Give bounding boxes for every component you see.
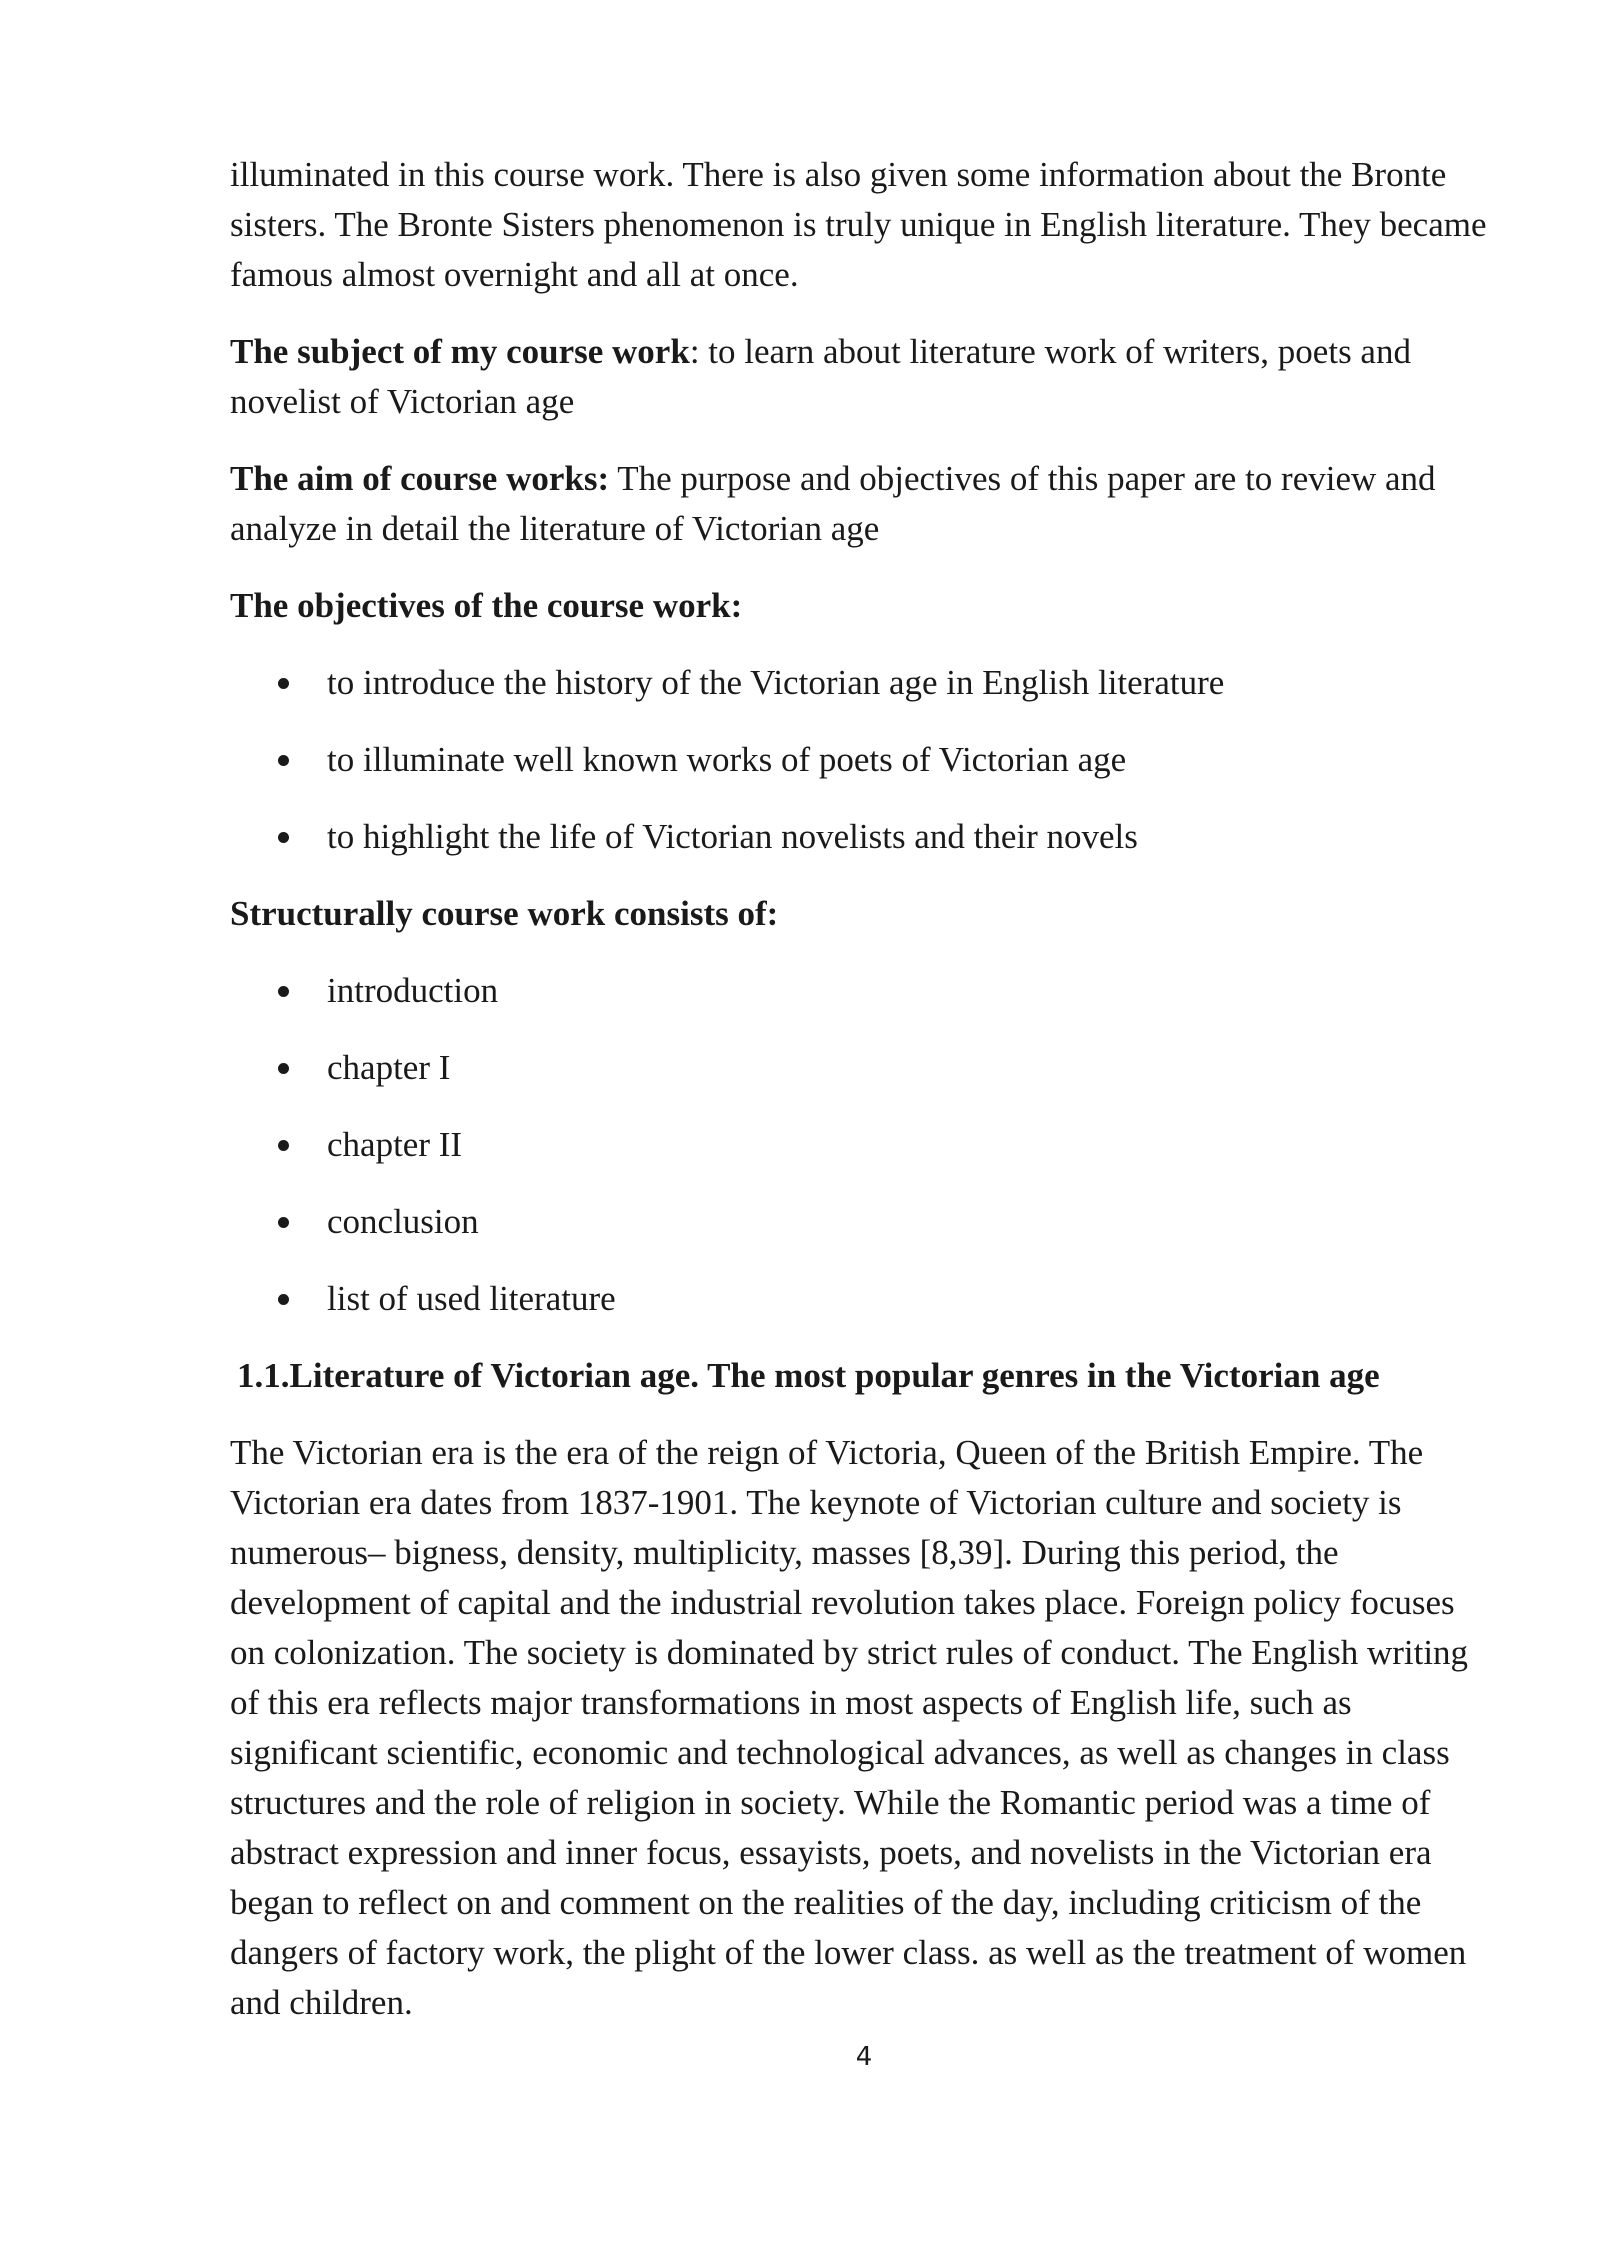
list-item [230, 658, 1492, 708]
list-item [230, 966, 1492, 1016]
list-item [230, 735, 1492, 785]
subject-text: : to learn about literature work of writers, poets and novelist of Victorian age [230, 332, 1411, 421]
list-item [230, 1043, 1492, 1093]
list-item-text: to introduce the history of the Victorian age in English literature [327, 663, 1225, 702]
list-item-text: conclusion [327, 1202, 479, 1241]
bullet-icon [278, 1294, 289, 1305]
aim-text: The purpose and objectives of this paper are to review and analyze in detail the literature of Victorian age [230, 459, 1436, 548]
list-item-text: chapter II [327, 1125, 463, 1164]
section-heading: 1.1.Literature of Victorian age. The most popular genres in the Victorian age [237, 1356, 1380, 1395]
structure-heading: Structurally course work consists of: [230, 894, 779, 933]
document-page [230, 150, 1492, 2028]
aim-paragraph [230, 454, 1492, 554]
bullet-icon [278, 1140, 289, 1151]
bullet-icon [278, 986, 289, 997]
list-item-text: to highlight the life of Victorian novelists and their novels [327, 817, 1138, 856]
bullet-icon [278, 678, 289, 689]
bullet-icon [278, 755, 289, 766]
subject-label: The subject of my course work [230, 332, 690, 371]
list-item [230, 812, 1492, 862]
list-item-text: to illuminate well known works of poets of Victorian age [327, 740, 1127, 779]
list-item [230, 1197, 1492, 1247]
list-item-text: introduction [327, 971, 499, 1010]
bullet-icon [278, 832, 289, 843]
intro-paragraph: illuminated in this course work. There is also given some information about the Bronte sisters. The Bronte Sisters phenomenon is truly unique in English literature. They became famous almost overnight and all at once. [230, 155, 1487, 294]
page-number: 4 [855, 2042, 873, 2072]
list-item-text: chapter I [327, 1048, 451, 1087]
list-item [230, 1120, 1492, 1170]
list-item [230, 1274, 1492, 1324]
bullet-icon [278, 1217, 289, 1228]
subject-paragraph [230, 327, 1492, 427]
structure-list [230, 966, 1492, 1324]
aim-label: The aim of course works: [230, 459, 610, 498]
bullet-icon [278, 1063, 289, 1074]
objectives-heading: The objectives of the course work: [230, 586, 743, 625]
list-item-text: list of used literature [327, 1279, 616, 1318]
section-body: The Victorian era is the era of the reign of Victoria, Queen of the British Empire. The Victorian era dates from 1837-1901. The keynote of Victorian culture and society is numerous– bigness, density, multiplicity, masses [8,39]. During this period, the development of capital and the industrial revolution takes place. Foreign policy focuses on colonization. The society is dominated by strict rules of conduct. The English writing of this era reflects major transformations in most aspects of English life, such as significant scientific, economic and technological advances, as well as changes in class structures and the role of religion in society. While the Romantic period was a time of abstract expression and inner focus, essayists, poets, and novelists in the Victorian era began to reflect on and comment on the realities of the day, including criticism of the dangers of factory work, the plight of the lower class. as well as the treatment of women and children. [230, 1433, 1469, 2022]
objectives-list [230, 658, 1492, 862]
